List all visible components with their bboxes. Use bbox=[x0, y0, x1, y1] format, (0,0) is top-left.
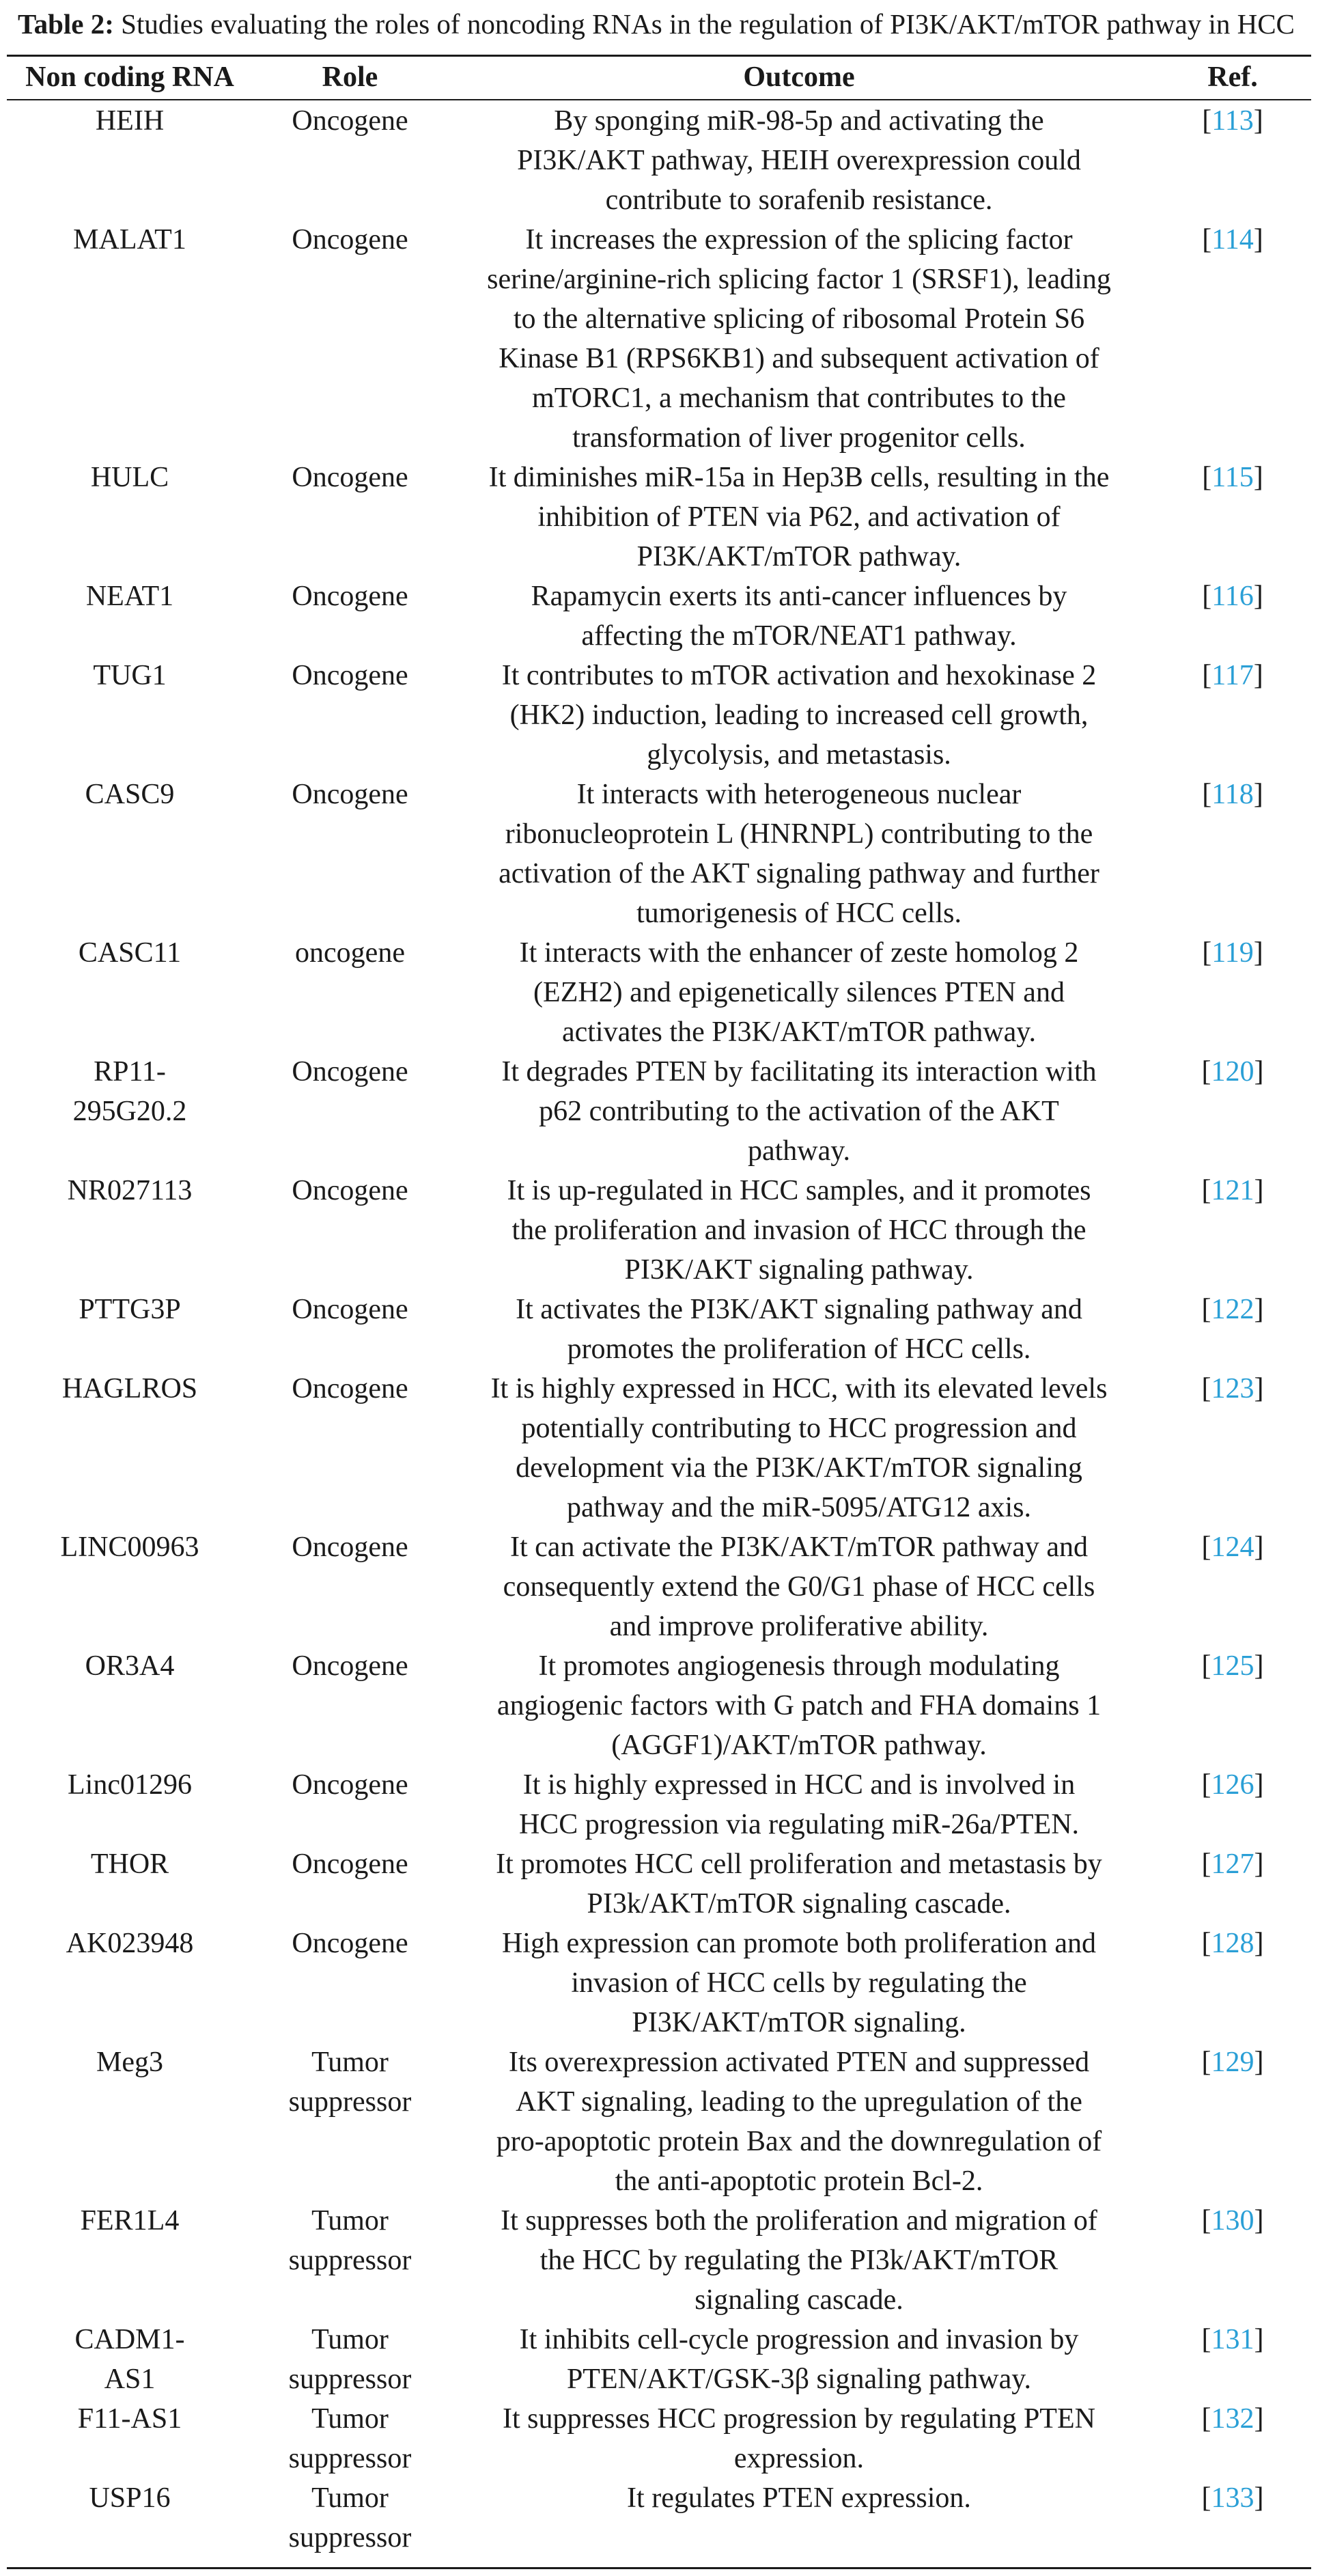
header-outcome: Outcome bbox=[743, 61, 855, 93]
cell-role bbox=[253, 2042, 447, 2122]
table-row bbox=[0, 1765, 1318, 1844]
ref-bracket-close: ] bbox=[1254, 1769, 1264, 1801]
outcome-line: contribute to sorafenib resistance. bbox=[605, 184, 993, 216]
cell-outcome bbox=[447, 1527, 1151, 1646]
outcome-line: PI3K/AKT/mTOR pathway. bbox=[636, 541, 962, 572]
cell-ncrna-name bbox=[7, 458, 253, 497]
outcome-line: expression. bbox=[733, 2443, 865, 2474]
ref-bracket-open: [ bbox=[1202, 660, 1212, 691]
ncrna-name-line: TUG1 bbox=[93, 660, 167, 691]
reference-link[interactable]: 116 bbox=[1211, 581, 1254, 612]
cell-role bbox=[253, 1369, 447, 1409]
cell-outcome bbox=[447, 1369, 1151, 1527]
cell-ref bbox=[1161, 933, 1304, 973]
ref-bracket-close: ] bbox=[1253, 779, 1263, 810]
cell-outcome bbox=[447, 458, 1151, 577]
outcome-line: activation of the AKT signaling pathway and further bbox=[499, 858, 1099, 889]
cell-ncrna-name bbox=[7, 2042, 253, 2082]
reference-link[interactable]: 128 bbox=[1211, 1928, 1254, 1959]
table-row bbox=[0, 458, 1318, 577]
reference-link[interactable]: 123 bbox=[1211, 1373, 1254, 1404]
reference-link[interactable]: 133 bbox=[1211, 2482, 1254, 2514]
outcome-line: Rapamycin exerts its anti-cancer influences by bbox=[531, 581, 1067, 612]
cell-outcome bbox=[447, 1765, 1151, 1844]
ref-bracket-close: ] bbox=[1253, 462, 1263, 493]
ncrna-name-line: HULC bbox=[90, 462, 169, 493]
ref-bracket-close: ] bbox=[1253, 105, 1263, 137]
ref-bracket-close: ] bbox=[1254, 1650, 1264, 1682]
cell-ncrna-name bbox=[7, 577, 253, 616]
cell-ref bbox=[1161, 2320, 1304, 2359]
role-line: Oncogene bbox=[292, 581, 408, 612]
outcome-line: It suppresses both the proliferation and migration of bbox=[501, 2205, 1097, 2236]
cell-ref bbox=[1161, 1171, 1304, 1210]
cell-ncrna-name bbox=[7, 1290, 253, 1329]
role-line: Tumor bbox=[311, 2324, 389, 2355]
ncrna-name-line: Linc01296 bbox=[68, 1769, 192, 1801]
ncrna-name-line: 295G20.2 bbox=[72, 1096, 187, 1127]
reference-link[interactable]: 115 bbox=[1211, 462, 1254, 493]
cell-ncrna-name bbox=[7, 2399, 253, 2439]
table-row bbox=[0, 2201, 1318, 2320]
cell-ref bbox=[1161, 775, 1304, 814]
outcome-line: consequently extend the G0/G1 phase of HCC cells bbox=[503, 1571, 1095, 1603]
outcome-line: It promotes HCC cell proliferation and metastasis by bbox=[496, 1848, 1102, 1880]
cell-ref bbox=[1161, 2399, 1304, 2439]
table-row bbox=[0, 101, 1318, 220]
outcome-line: invasion of HCC cells by regulating the bbox=[571, 1967, 1027, 1999]
outcome-line: It inhibits cell-cycle progression and invasion by bbox=[519, 2324, 1079, 2355]
ref-bracket-close: ] bbox=[1254, 1373, 1264, 1404]
ref-bracket-open: [ bbox=[1201, 1532, 1211, 1563]
ref-bracket-open: [ bbox=[1201, 2205, 1211, 2236]
outcome-line: to the alternative splicing of ribosomal Protein S6 bbox=[513, 303, 1085, 335]
outcome-line: Kinase B1 (RPS6KB1) and subsequent activation of bbox=[499, 343, 1099, 374]
cell-ncrna-name bbox=[7, 1765, 253, 1805]
cell-role bbox=[253, 775, 447, 814]
role-line: Oncogene bbox=[292, 1532, 408, 1563]
cell-ncrna-name bbox=[7, 2320, 253, 2399]
table-row bbox=[0, 933, 1318, 1052]
outcome-line: (EZH2) and epigenetically silences PTEN and bbox=[533, 977, 1065, 1008]
cell-ref bbox=[1161, 1290, 1304, 1329]
ref-bracket-close: ] bbox=[1254, 1294, 1264, 1325]
ncrna-name-line: HEIH bbox=[95, 105, 165, 137]
role-line: Oncogene bbox=[292, 1294, 408, 1325]
ref-bracket-open: [ bbox=[1201, 1848, 1211, 1880]
ncrna-name-line: FER1L4 bbox=[80, 2205, 180, 2236]
cell-ncrna-name bbox=[7, 1369, 253, 1409]
cell-role bbox=[253, 2320, 447, 2399]
ref-bracket-open: [ bbox=[1202, 937, 1212, 969]
ncrna-name-line: F11-AS1 bbox=[77, 2403, 182, 2435]
role-line: suppressor bbox=[288, 2245, 412, 2276]
reference-link[interactable]: 118 bbox=[1211, 779, 1254, 810]
outcome-line: It suppresses HCC progression by regulating PTEN bbox=[503, 2403, 1095, 2435]
cell-ncrna-name bbox=[7, 656, 253, 695]
table-row bbox=[0, 577, 1318, 656]
role-line: Oncogene bbox=[292, 105, 408, 137]
table-row bbox=[0, 775, 1318, 933]
header-ref: Ref. bbox=[1207, 61, 1258, 93]
cell-outcome bbox=[447, 656, 1151, 775]
ref-bracket-close: ] bbox=[1254, 1056, 1264, 1088]
ref-bracket-close: ] bbox=[1254, 2047, 1264, 2078]
ref-bracket-close: ] bbox=[1254, 2205, 1264, 2236]
cell-outcome bbox=[447, 1646, 1151, 1765]
cell-ncrna-name bbox=[7, 1844, 253, 1884]
ncrna-name-line: CADM1- bbox=[74, 2324, 185, 2355]
cell-ref bbox=[1161, 101, 1304, 141]
table-caption-lead: Table 2: bbox=[18, 8, 114, 40]
ref-bracket-open: [ bbox=[1201, 2324, 1211, 2355]
cell-role bbox=[253, 1844, 447, 1884]
cell-role bbox=[253, 1646, 447, 1686]
outcome-line: affecting the mTOR/NEAT1 pathway. bbox=[581, 620, 1017, 652]
role-line: Oncogene bbox=[292, 1650, 408, 1682]
cell-outcome bbox=[447, 1052, 1151, 1171]
outcome-line: PI3k/AKT/mTOR signaling cascade. bbox=[587, 1888, 1011, 1920]
table-row bbox=[0, 1369, 1318, 1527]
cell-ref bbox=[1161, 2478, 1304, 2518]
table-row bbox=[0, 1844, 1318, 1924]
cell-outcome bbox=[447, 101, 1151, 220]
cell-ref bbox=[1161, 577, 1304, 616]
cell-ref bbox=[1161, 656, 1304, 695]
ref-bracket-open: [ bbox=[1201, 2403, 1211, 2435]
cell-outcome bbox=[447, 577, 1151, 656]
outcome-line: It diminishes miR-15a in Hep3B cells, resulting in the bbox=[488, 462, 1110, 493]
bottom-rule bbox=[7, 2567, 1311, 2569]
outcome-line: potentially contributing to HCC progression and bbox=[521, 1413, 1077, 1444]
ncrna-name-line: Meg3 bbox=[96, 2047, 163, 2078]
header-role: Role bbox=[322, 61, 378, 93]
cell-outcome bbox=[447, 2042, 1151, 2201]
ref-bracket-close: ] bbox=[1253, 937, 1263, 969]
outcome-line: p62 contributing to the activation of the AKT bbox=[539, 1096, 1059, 1127]
ref-bracket-close: ] bbox=[1254, 2403, 1264, 2435]
reference-link[interactable]: 120 bbox=[1211, 1056, 1254, 1088]
cell-role bbox=[253, 1052, 447, 1092]
ref-bracket-open: [ bbox=[1201, 1769, 1211, 1801]
outcome-line: HCC progression via regulating miR-26a/PTEN. bbox=[518, 1809, 1080, 1840]
cell-outcome bbox=[447, 1844, 1151, 1924]
outcome-line: It interacts with heterogeneous nuclear bbox=[576, 779, 1022, 810]
outcome-line: It activates the PI3K/AKT signaling pathway and bbox=[516, 1294, 1082, 1325]
outcome-line: and improve proliferative ability. bbox=[609, 1611, 989, 1642]
table-row bbox=[0, 1527, 1318, 1646]
cell-outcome bbox=[447, 933, 1151, 1052]
ref-bracket-close: ] bbox=[1253, 224, 1263, 255]
role-line: suppressor bbox=[288, 2086, 412, 2118]
cell-outcome bbox=[447, 220, 1151, 458]
cell-outcome bbox=[447, 775, 1151, 933]
ref-bracket-close: ] bbox=[1254, 1848, 1264, 1880]
cell-role bbox=[253, 220, 447, 260]
reference-link[interactable]: 117 bbox=[1211, 660, 1254, 691]
cell-outcome bbox=[447, 1290, 1151, 1369]
cell-ref bbox=[1161, 2042, 1304, 2082]
ref-bracket-close: ] bbox=[1254, 1175, 1264, 1206]
cell-outcome bbox=[447, 2399, 1151, 2478]
ref-bracket-close: ] bbox=[1254, 2482, 1264, 2514]
role-line: Oncogene bbox=[292, 1928, 408, 1959]
outcome-line: ribonucleoprotein L (HNRNPL) contributing to the bbox=[505, 818, 1093, 850]
cell-ncrna-name bbox=[7, 1527, 253, 1567]
outcome-line: (HK2) induction, leading to increased cell growth, bbox=[509, 700, 1089, 731]
role-line: oncogene bbox=[295, 937, 405, 969]
table-row bbox=[0, 1290, 1318, 1369]
outcome-line: It degrades PTEN by facilitating its interaction with bbox=[501, 1056, 1097, 1088]
outcome-line: glycolysis, and metastasis. bbox=[647, 739, 951, 771]
table-header bbox=[0, 56, 1318, 98]
reference-link[interactable]: 122 bbox=[1211, 1294, 1254, 1325]
ncrna-name-line: CASC11 bbox=[78, 937, 182, 969]
outcome-line: signaling cascade. bbox=[695, 2284, 903, 2316]
outcome-line: mTORC1, a mechanism that contributes to the bbox=[532, 383, 1066, 414]
cell-role bbox=[253, 656, 447, 695]
outcome-line: It is highly expressed in HCC and is involved in bbox=[522, 1769, 1076, 1801]
outcome-line: PTEN/AKT/GSK-3β signaling pathway. bbox=[566, 2364, 1032, 2395]
outcome-line: It interacts with the enhancer of zeste homolog 2 bbox=[519, 937, 1079, 969]
ref-bracket-close: ] bbox=[1253, 581, 1263, 612]
ncrna-name-line: HAGLROS bbox=[61, 1373, 198, 1404]
ref-bracket-open: [ bbox=[1201, 1650, 1211, 1682]
table-row bbox=[0, 1646, 1318, 1765]
table-row bbox=[0, 1171, 1318, 1290]
table-row bbox=[0, 2042, 1318, 2201]
outcome-line: pathway and the miR-5095/ATG12 axis. bbox=[566, 1492, 1032, 1523]
reference-link[interactable]: 113 bbox=[1211, 105, 1254, 137]
header-rule bbox=[7, 99, 1311, 100]
ref-bracket-open: [ bbox=[1201, 1373, 1211, 1404]
ncrna-name-line: USP16 bbox=[89, 2482, 171, 2514]
outcome-line: It is up-regulated in HCC samples, and it promotes bbox=[507, 1175, 1091, 1206]
table-row bbox=[0, 1052, 1318, 1171]
outcome-line: It is highly expressed in HCC, with its elevated levels bbox=[490, 1373, 1108, 1404]
ncrna-name-line: PTTG3P bbox=[79, 1294, 181, 1325]
outcome-line: pathway. bbox=[747, 1135, 851, 1167]
ref-bracket-open: [ bbox=[1201, 1175, 1211, 1206]
cell-ncrna-name bbox=[7, 2201, 253, 2241]
ref-bracket-close: ] bbox=[1254, 1532, 1264, 1563]
ref-bracket-open: [ bbox=[1201, 1056, 1211, 1088]
cell-role bbox=[253, 1765, 447, 1805]
role-line: Oncogene bbox=[292, 1175, 408, 1206]
outcome-line: Its overexpression activated PTEN and suppressed bbox=[508, 2047, 1090, 2078]
role-line: suppressor bbox=[288, 2522, 412, 2553]
cell-ref bbox=[1161, 220, 1304, 260]
outcome-line: transformation of liver progenitor cells. bbox=[572, 422, 1026, 454]
role-line: Oncogene bbox=[292, 462, 408, 493]
ncrna-name-line: AK023948 bbox=[66, 1928, 194, 1959]
ncrna-name-line: THOR bbox=[90, 1848, 169, 1880]
outcome-line: angiogenic factors with G patch and FHA domains 1 bbox=[496, 1690, 1102, 1721]
cell-ncrna-name bbox=[7, 101, 253, 141]
cell-ncrna-name bbox=[7, 1924, 253, 1963]
outcome-line: inhibition of PTEN via P62, and activation of bbox=[537, 501, 1061, 533]
cell-role bbox=[253, 2201, 447, 2280]
ref-bracket-open: [ bbox=[1202, 779, 1212, 810]
outcome-line: pro-apoptotic protein Bax and the downregulation of bbox=[496, 2126, 1102, 2157]
role-line: suppressor bbox=[288, 2443, 412, 2474]
cell-ref bbox=[1161, 1765, 1304, 1805]
cell-role bbox=[253, 577, 447, 616]
ref-bracket-open: [ bbox=[1202, 581, 1212, 612]
cell-role bbox=[253, 2478, 447, 2558]
role-line: Tumor bbox=[311, 2047, 389, 2078]
role-line: Oncogene bbox=[292, 1056, 408, 1088]
ref-bracket-open: [ bbox=[1202, 105, 1212, 137]
ref-bracket-open: [ bbox=[1202, 462, 1212, 493]
role-line: Oncogene bbox=[292, 224, 408, 255]
role-line: Oncogene bbox=[292, 1848, 408, 1880]
role-line: suppressor bbox=[288, 2364, 412, 2395]
outcome-line: It increases the expression of the splicing factor bbox=[525, 224, 1073, 255]
role-line: Oncogene bbox=[292, 1373, 408, 1404]
cell-ncrna-name bbox=[7, 1646, 253, 1686]
ref-bracket-open: [ bbox=[1201, 1294, 1211, 1325]
outcome-line: AKT signaling, leading to the upregulation of the bbox=[516, 2086, 1082, 2118]
outcome-line: development via the PI3K/AKT/mTOR signaling bbox=[516, 1452, 1082, 1484]
cell-ref bbox=[1161, 1369, 1304, 1409]
reference-link[interactable]: 125 bbox=[1211, 1650, 1254, 1682]
reference-link[interactable]: 114 bbox=[1211, 224, 1254, 255]
cell-outcome bbox=[447, 2201, 1151, 2320]
cell-ref bbox=[1161, 2201, 1304, 2241]
outcome-line: the anti-apoptotic protein Bcl-2. bbox=[615, 2165, 983, 2197]
ncrna-name-line: MALAT1 bbox=[73, 224, 186, 255]
ncrna-name-line: NEAT1 bbox=[85, 581, 174, 612]
reference-link[interactable]: 127 bbox=[1211, 1848, 1254, 1880]
cell-role bbox=[253, 1290, 447, 1329]
table-caption bbox=[18, 5, 1295, 42]
cell-ref bbox=[1161, 458, 1304, 497]
cell-role bbox=[253, 101, 447, 141]
role-line: Tumor bbox=[311, 2205, 389, 2236]
cell-role bbox=[253, 933, 447, 973]
role-line: Oncogene bbox=[292, 660, 408, 691]
cell-ncrna-name bbox=[7, 775, 253, 814]
outcome-line: PI3K/AKT signaling pathway. bbox=[624, 1254, 974, 1286]
table-row bbox=[0, 2478, 1318, 2558]
ncrna-name-line: LINC00963 bbox=[60, 1532, 199, 1563]
table-body bbox=[0, 101, 1318, 2558]
cell-ref bbox=[1161, 1527, 1304, 1567]
cell-role bbox=[253, 2399, 447, 2478]
outcome-line: serine/arginine-rich splicing factor 1 (SRSF1), leading bbox=[487, 264, 1111, 295]
outcome-line: By sponging miR-98-5p and activating the bbox=[554, 105, 1044, 137]
reference-link[interactable]: 130 bbox=[1211, 2205, 1254, 2236]
reference-link[interactable]: 126 bbox=[1211, 1769, 1254, 1801]
reference-link[interactable]: 119 bbox=[1211, 937, 1254, 969]
cell-role bbox=[253, 1527, 447, 1567]
table-row bbox=[0, 1924, 1318, 2042]
cell-role bbox=[253, 1171, 447, 1210]
ref-bracket-close: ] bbox=[1254, 1928, 1264, 1959]
cell-ncrna-name bbox=[7, 220, 253, 260]
outcome-line: the HCC by regulating the PI3k/AKT/mTOR bbox=[539, 2245, 1058, 2276]
cell-role bbox=[253, 1924, 447, 1963]
reference-link[interactable]: 121 bbox=[1211, 1175, 1254, 1206]
header-name: Non coding RNA bbox=[25, 61, 234, 93]
ref-bracket-open: [ bbox=[1202, 224, 1212, 255]
cell-ncrna-name bbox=[7, 2478, 253, 2518]
outcome-line: tumorigenesis of HCC cells. bbox=[636, 898, 962, 929]
outcome-line: It regulates PTEN expression. bbox=[627, 2482, 971, 2514]
reference-link[interactable]: 129 bbox=[1211, 2047, 1254, 2078]
table-row bbox=[0, 656, 1318, 775]
role-line: Oncogene bbox=[292, 1769, 408, 1801]
reference-link[interactable]: 131 bbox=[1211, 2324, 1254, 2355]
ref-bracket-open: [ bbox=[1201, 2047, 1211, 2078]
ncrna-name-line: CASC9 bbox=[85, 779, 175, 810]
reference-link[interactable]: 124 bbox=[1211, 1532, 1254, 1563]
cell-outcome bbox=[447, 2320, 1151, 2399]
outcome-line: PI3K/AKT/mTOR signaling. bbox=[632, 2007, 966, 2038]
outcome-line: the proliferation and invasion of HCC through the bbox=[511, 1215, 1086, 1246]
role-line: Tumor bbox=[311, 2482, 389, 2514]
cell-outcome bbox=[447, 2478, 1151, 2518]
ncrna-name-line: NR027113 bbox=[67, 1175, 193, 1206]
cell-outcome bbox=[447, 1171, 1151, 1290]
outcome-line: PI3K/AKT pathway, HEIH overexpression could bbox=[517, 145, 1081, 176]
ref-bracket-open: [ bbox=[1201, 2482, 1211, 2514]
outcome-line: activates the PI3K/AKT/mTOR pathway. bbox=[561, 1016, 1037, 1048]
cell-ref bbox=[1161, 1844, 1304, 1884]
cell-ncrna-name bbox=[7, 1052, 253, 1131]
cell-ref bbox=[1161, 1052, 1304, 1092]
role-line: Tumor bbox=[311, 2403, 389, 2435]
ncrna-name-line: RP11- bbox=[94, 1056, 166, 1088]
cell-ref bbox=[1161, 1646, 1304, 1686]
ref-bracket-close: ] bbox=[1254, 2324, 1264, 2355]
outcome-line: It contributes to mTOR activation and hexokinase 2 bbox=[501, 660, 1097, 691]
table-row bbox=[0, 2399, 1318, 2478]
reference-link[interactable]: 132 bbox=[1211, 2403, 1254, 2435]
outcome-line: High expression can promote both proliferation and bbox=[501, 1928, 1097, 1959]
outcome-line: It can activate the PI3K/AKT/mTOR pathway and bbox=[510, 1532, 1088, 1563]
ncrna-name-line: AS1 bbox=[104, 2364, 156, 2395]
table-caption-text: Studies evaluating the roles of noncoding RNAs in the regulation of PI3K/AKT/mTOR pathway in HCC bbox=[121, 8, 1295, 40]
cell-ref bbox=[1161, 1924, 1304, 1963]
outcome-line: It promotes angiogenesis through modulating bbox=[538, 1650, 1060, 1682]
table-row bbox=[0, 220, 1318, 458]
ref-bracket-close: ] bbox=[1253, 660, 1263, 691]
cell-ncrna-name bbox=[7, 1171, 253, 1210]
cell-ncrna-name bbox=[7, 933, 253, 973]
cell-role bbox=[253, 458, 447, 497]
cell-outcome bbox=[447, 1924, 1151, 2042]
ref-bracket-open: [ bbox=[1201, 1928, 1211, 1959]
ncrna-name-line: OR3A4 bbox=[85, 1650, 175, 1682]
table-row bbox=[0, 2320, 1318, 2399]
outcome-line: promotes the proliferation of HCC cells. bbox=[567, 1333, 1031, 1365]
outcome-line: (AGGF1)/AKT/mTOR pathway. bbox=[611, 1730, 987, 1761]
role-line: Oncogene bbox=[292, 779, 408, 810]
